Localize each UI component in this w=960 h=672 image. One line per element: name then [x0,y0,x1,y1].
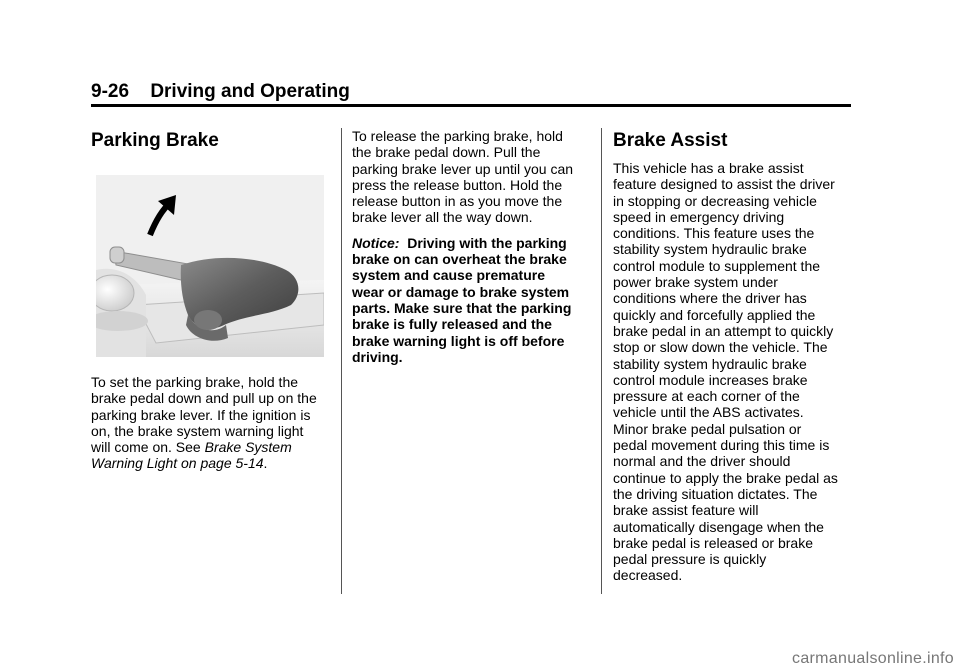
page-header [91,80,851,104]
cross-reference-link[interactable]: Warning Light on page 5-14 [91,455,264,472]
column-divider [601,128,602,594]
column-parking-brake [91,128,331,472]
page-number: 9-26 [91,81,130,102]
section-heading-brake-assist: Brake Assist [613,130,728,151]
brake-assist-paragraph: This vehicle has a brake assist feature designed to assist the driver in stopping or decreasing vehicle speed in emergency driving conditions. This feature uses the stability system hydraulic brake control module to supplement the power brake system under conditions where the driver has quickly and forcefully applied the brake pedal in an attempt to quickly stop or slow down the vehicle. The stability system hydraulic brake control module increases brake pressure at each corner of the vehicle until the ABS activates. Minor brake pedal pulsation or pedal movement during this time is normal and the driver should continue to apply the brake pedal as the driving situation dictates. The brake assist feature will automatically disengage when the brake pedal is released or brake pedal pressure is quickly decreased. [613,160,838,584]
cross-reference-link[interactable]: Brake System [204,439,292,456]
parking-brake-set-paragraph: To set the parking brake, hold the brake pedal down and pull up on the parking brake lever. If the ignition is on, the brake system warning light will come on. See Brake System Warning Light on page 5-14. [91,374,317,472]
column-brake-assist [613,128,853,584]
section-heading-parking-brake: Parking Brake [91,130,219,151]
header-rule [91,104,851,107]
section-title: Driving and Operating [150,81,350,102]
watermark: carmanualsonline.info [792,650,954,667]
column-release-brake [352,128,592,365]
column-divider [341,128,342,594]
notice-label: Notice: [352,234,400,251]
parking-brake-lever-illustration [96,175,324,357]
release-brake-paragraph: To release the parking brake, hold the brake pedal down. Pull the parking brake lever up until you can press the release button. Hold the release button in as you move the brake lever all the way down. [352,128,574,226]
notice-paragraph: Notice: Driving with the parking brake on can overheat the brake system and cause premature wear or damage to brake system parts. Make sure that the parking brake is fully released and the brake warning light is off before driving. [352,234,572,365]
